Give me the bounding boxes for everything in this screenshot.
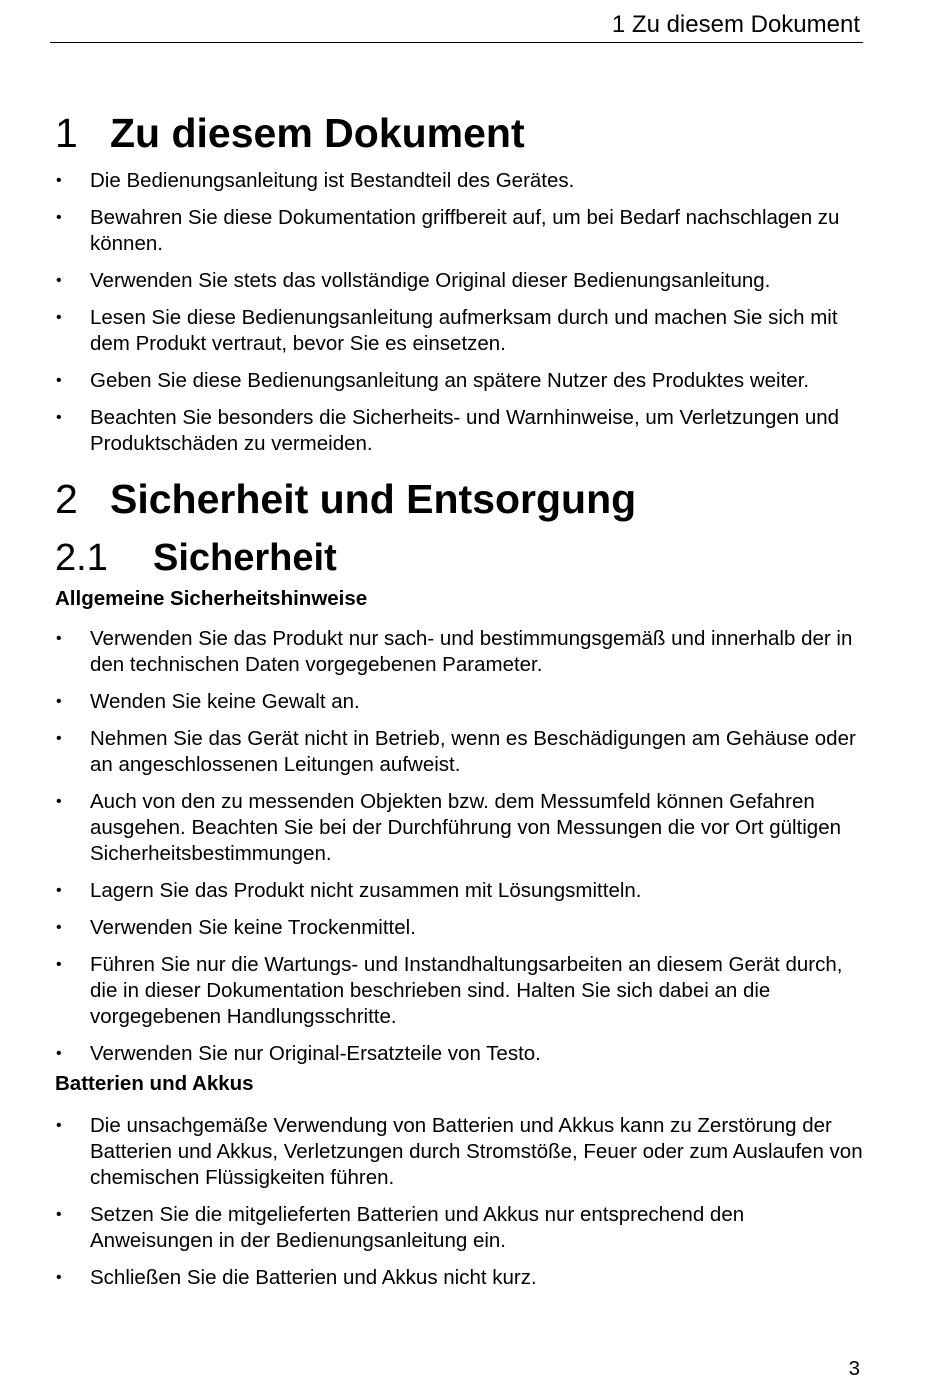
list-item: • Wenden Sie keine Gewalt an. — [55, 689, 863, 715]
section-1-bullet-list — [55, 168, 863, 457]
list-item: • Beachten Sie besonders die Sicherheits- und Warnhinweise, um Verletzungen und Produktschäden zu vermeiden. — [55, 405, 863, 457]
section-2-number: 2 — [55, 475, 78, 522]
list-item: • Verwenden Sie nur Original-Ersatzteile von Testo. — [55, 1041, 863, 1067]
list-item: • Setzen Sie die mitgelieferten Batterien und Akkus nur entsprechend den Anweisungen in der Bedienungsanleitung ein. — [55, 1202, 863, 1254]
list-item: • Verwenden Sie stets das vollständige Original dieser Bedienungsanleitung. — [55, 268, 863, 294]
list-item: • Nehmen Sie das Gerät nicht in Betrieb, wenn es Beschädigungen am Gehäuse oder an angeschlossenen Leitungen aufweist. — [55, 726, 863, 778]
section-2-title: Sicherheit und Entsorgung — [110, 475, 637, 522]
list-item: • Schließen Sie die Batterien und Akkus nicht kurz. — [55, 1265, 863, 1291]
subsection-2-1-number: 2.1 — [55, 536, 108, 579]
list-item: • Bewahren Sie diese Dokumentation griffbereit auf, um bei Bedarf nachschlagen zu können. — [55, 205, 863, 257]
section-1-number: 1 — [55, 109, 78, 156]
header-rule — [50, 42, 863, 43]
list-item: • Die unsachgemäße Verwendung von Batterien und Akkus kann zu Zerstörung der Batterien und Akkus, Verletzungen durch Stromstöße, Feuer oder zum Auslaufen von chemischen Flüssigkeiten führen. — [55, 1113, 863, 1191]
general-safety-bullet-list — [55, 626, 863, 1067]
list-item: • Geben Sie diese Bedienungsanleitung an spätere Nutzer des Produktes weiter. — [55, 368, 863, 394]
list-item: • Die Bedienungsanleitung ist Bestandteil des Gerätes. — [55, 168, 863, 194]
section-1-title: Zu diesem Dokument — [110, 109, 525, 156]
running-header: 1 Zu diesem Dokument — [611, 11, 860, 38]
batteries-subheading: Batterien und Akkus — [55, 1072, 254, 1095]
list-item: • Lesen Sie diese Bedienungsanleitung aufmerksam durch und machen Sie sich mit dem Produkt vertraut, bevor Sie es einsetzen. — [55, 305, 863, 357]
list-item: • Verwenden Sie das Produkt nur sach- und bestimmungsgemäß und innerhalb der in den technischen Daten vorgegebenen Parameter. — [55, 626, 863, 678]
list-item: • Führen Sie nur die Wartungs- und Instandhaltungsarbeiten an diesem Gerät durch, die in dieser Dokumentation beschrieben sind. Halten Sie sich dabei an die vorgegebenen Handlungsschritte. — [55, 952, 863, 1030]
page-content — [55, 100, 863, 1302]
general-safety-subheading: Allgemeine Sicherheitshinweise — [55, 587, 368, 610]
subsection-2-1-heading — [55, 534, 863, 582]
list-item: • Lagern Sie das Produkt nicht zusammen mit Lösungsmitteln. — [55, 878, 863, 904]
subsection-2-1-title: Sicherheit — [153, 536, 337, 579]
list-item: • Auch von den zu messenden Objekten bzw. dem Messumfeld können Gefahren ausgehen. Beachten Sie bei der Durchführung von Messungen die vor Ort gültigen Sicherheitsbestimmungen. — [55, 789, 863, 867]
section-1-heading — [55, 102, 863, 164]
page-number: 3 — [848, 1357, 860, 1380]
batteries-bullet-list — [55, 1113, 863, 1291]
section-2-heading — [55, 468, 863, 530]
list-item: • Verwenden Sie keine Trockenmittel. — [55, 915, 863, 941]
